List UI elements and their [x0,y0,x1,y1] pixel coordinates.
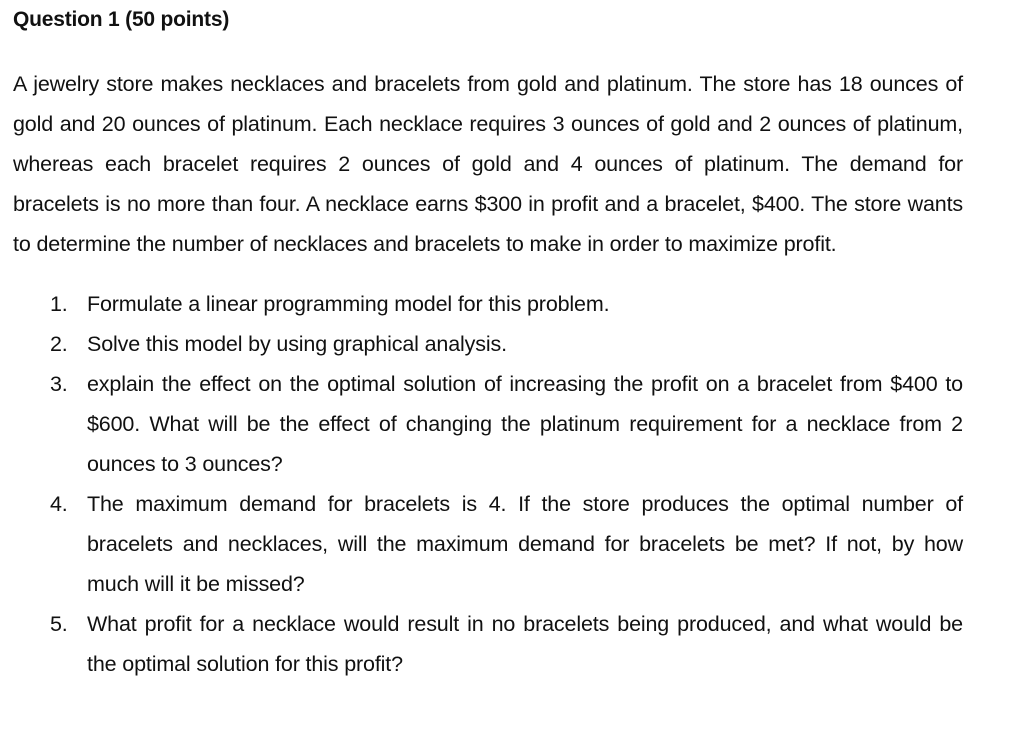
question-heading: Question 1 (50 points) [13,8,230,31]
list-item-number: 5. [50,612,68,636]
question-list [13,284,963,684]
list-item-number: 1. [50,292,68,316]
list-item [13,284,963,324]
list-item [13,604,963,684]
list-item [13,364,963,484]
document-page [13,4,963,684]
list-item-text: What profit for a necklace would result in no bracelets being produced, and what would be the optimal solution for this profit? [87,612,963,676]
list-item [13,324,963,364]
list-item-text: explain the effect on the optimal solution of increasing the profit on a bracelet from $400 to $600. What will be the effect of changing the platinum requirement for a necklace from 2 ounces to 3 ounces? [87,372,963,476]
problem-statement: A jewelry store makes necklaces and bracelets from gold and platinum. The store has 18 ounces of gold and 20 ounces of platinum. Each necklace requires 3 ounces of gold and 2 ounces of platinum, whereas each bracelet requires 2 ounces of gold and 4 ounces of platinum. The demand for bracelets is no more than four. A necklace earns $300 in profit and a bracelet, $400. The store wants to determine the number of necklaces and bracelets to make in order to maximize profit. [13,72,963,256]
list-item-number: 3. [50,372,68,396]
list-item-text: Formulate a linear programming model for this problem. [87,292,610,316]
list-item-number: 2. [50,332,68,356]
list-item [13,484,963,604]
list-item-text: Solve this model by using graphical analysis. [87,332,507,356]
list-item-number: 4. [50,492,68,516]
list-item-text: The maximum demand for bracelets is 4. If the store produces the optimal number of bracelets and necklaces, will the maximum demand for bracelets be met? If not, by how much will it be missed? [87,492,963,596]
